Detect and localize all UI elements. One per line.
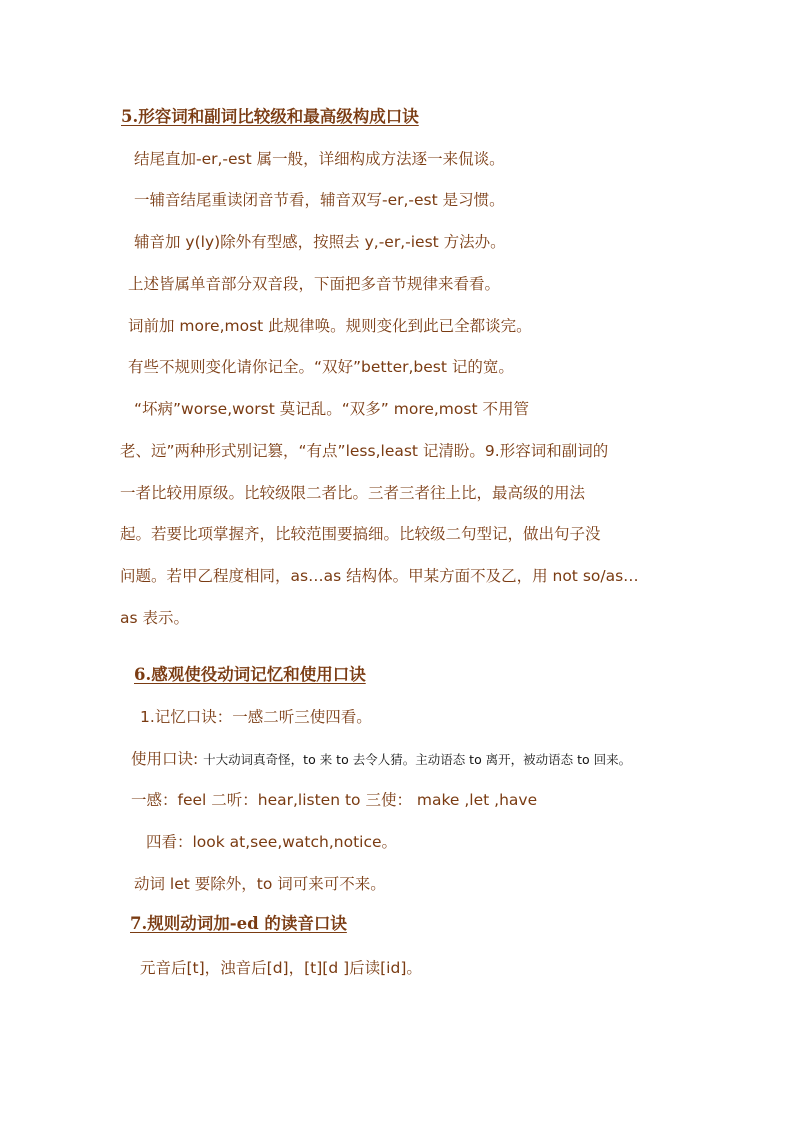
section-5-line-2: 一辅音结尾重读闭音节看，辅音双写-er,-est 是习惯。 <box>134 191 505 209</box>
section-6-line-5: 动词 let 要除外，to 词可来可不来。 <box>134 875 386 893</box>
section-6-line-3: 一感：feel 二听：hear,listen to 三使： make ,let ,have <box>131 791 538 809</box>
section-5-heading: 5.形容词和副词比较级和最高级构成口诀 <box>121 107 419 126</box>
section-5-line-3: 辅音加 y(ly)除外有型感，按照去 y,-er,-iest 方法办。 <box>134 233 506 251</box>
section-5-line-1: 结尾直加-er,-est 属一般，详细构成方法逐一来侃谈。 <box>134 150 505 168</box>
usage-formula-label: 使用口诀: <box>131 750 199 768</box>
section-5-line-10: 起。若要比项掌握齐，比较范围要搞细。比较级二句型记，做出句子没 <box>120 525 601 543</box>
section-5-line-5: 词前加 more,most 此规律唤。规则变化到此已全都谈完。 <box>128 317 532 335</box>
section-5-line-12: as 表示。 <box>120 609 190 627</box>
section-5-line-4: 上述皆属单音部分双音段，下面把多音节规律来看看。 <box>128 275 501 293</box>
section-7-line-1: 元音后[t]，浊音后[d]，[t][d ]后读[id]。 <box>140 959 422 977</box>
section-5-line-7: “坏病”worse,worst 莫记乱。“双多” more,most 不用管 <box>134 400 529 418</box>
section-6-line-1: 1.记忆口诀：一感二听三使四看。 <box>140 708 372 726</box>
section-6-line-2 <box>131 749 631 770</box>
section-5-line-11: 问题。若甲乙程度相同，as…as 结构体。甲某方面不及乙，用 not so/as… <box>120 567 639 585</box>
section-5-line-6: 有些不规则变化请你记全。“双好”better,best 记的宽。 <box>128 358 514 376</box>
section-5-line-8: 老、远”两种形式别记篡，“有点”less,least 记清盼。9.形容词和副词的 <box>120 442 609 460</box>
section-7-heading: 7.规则动词加-ed 的读音口诀 <box>130 914 347 933</box>
section-5-line-9: 一者比较用原级。比较级限二者比。三者三者往上比，最高级的用法 <box>120 484 586 502</box>
section-6-heading: 6.感观使役动词记忆和使用口诀 <box>134 665 366 684</box>
usage-formula-text: 十大动词真奇怪，to 来 to 去令人猜。主动语态 to 离开，被动语态 to 回来。 <box>203 752 632 767</box>
section-6-line-4: 四看：look at,see,watch,notice。 <box>146 833 398 851</box>
